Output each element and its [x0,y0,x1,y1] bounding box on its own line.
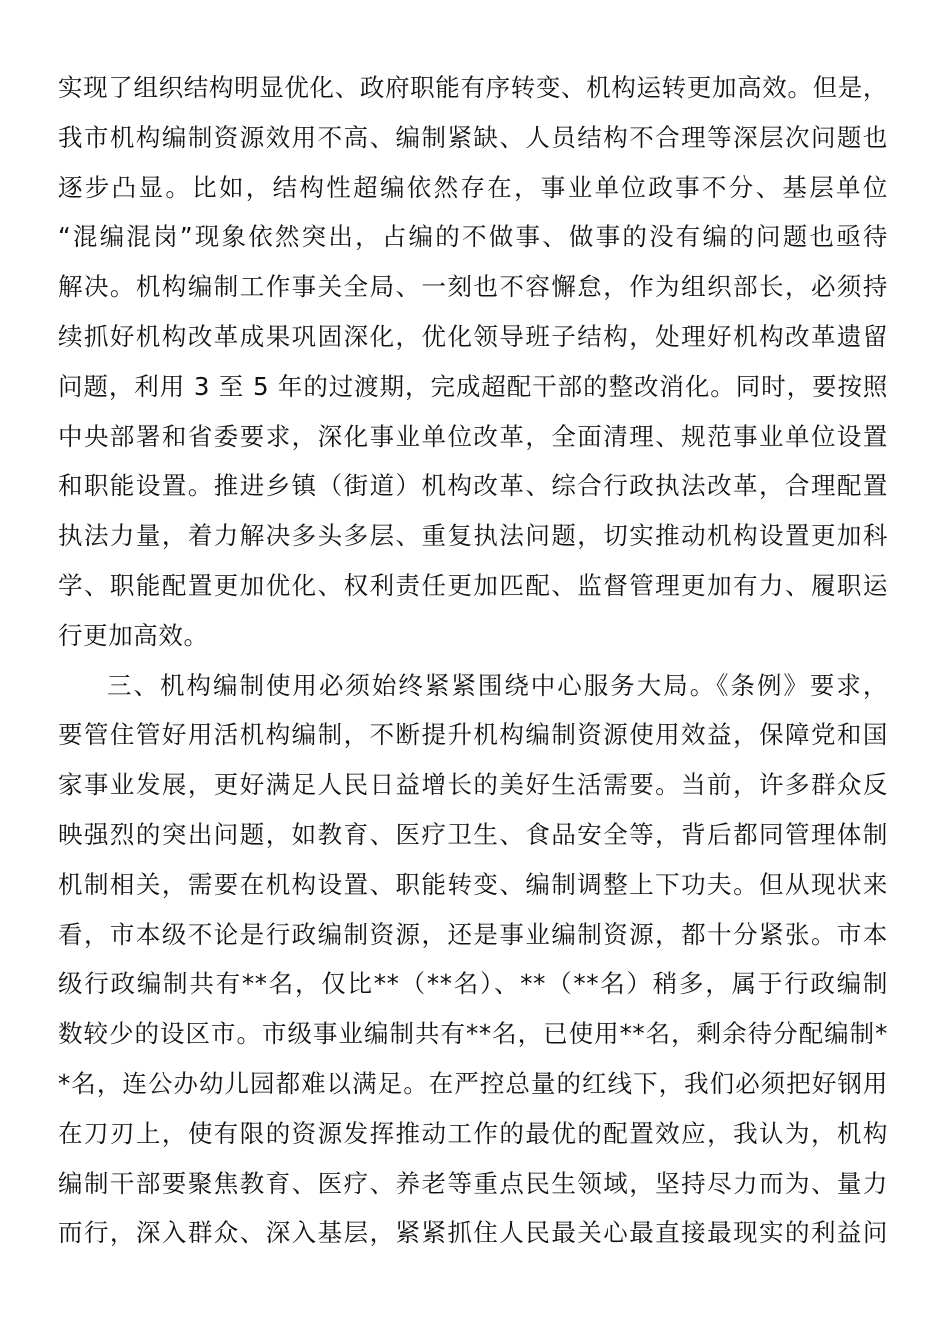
text-line: 我市机构编制资源效用不高、编制紧缺、人员结构不合理等深层次问题也 [58,122,888,152]
section-heading-line: 三、机构编制使用必须始终紧紧围绕中心服务大局。《条例》要求， [107,670,888,700]
text-line: 映强烈的突出问题，如教育、医疗卫生、食品安全等，背后都同管理体制 [58,819,888,849]
text-line: 中央部署和省委要求，深化事业单位改革，全面清理、规范事业单位设置 [58,421,888,451]
text-line: 编制干部要聚焦教育、医疗、养老等重点民生领域，坚持尽力而为、量力 [58,1168,888,1198]
text-line: 逐步凸显。比如，结构性超编依然存在，事业单位政事不分、基层单位 [58,172,888,202]
text-line: 数较少的设区市。市级事业编制共有**名，已使用**名，剩余待分配编制* [58,1019,888,1049]
text-line: 级行政编制共有**名，仅比**（**名）、**（**名）稍多，属于行政编制 [58,969,888,999]
document-page [58,63,888,1258]
text-line: *名，连公办幼儿园都难以满足。在严控总量的红线下，我们必须把好钢用 [58,1068,888,1098]
text-line: 家事业发展，更好满足人民日益增长的美好生活需要。当前，许多群众反 [58,770,888,800]
text-line: 要管住管好用活机构编制，不断提升机构编制资源使用效益，保障党和国 [58,720,888,750]
text-line: 解决。机构编制工作事关全局、一刻也不容懈怠，作为组织部长，必须持 [58,272,888,302]
text-line: 问题，利用 3 至 5 年的过渡期，完成超配干部的整改消化。同时，要按照 [58,371,888,401]
text-line: “混编混岗”现象依然突出，占编的不做事、做事的没有编的问题也亟待 [58,222,888,252]
text-line: 在刀刃上，使有限的资源发挥推动工作的最优的配置效应，我认为，机构 [58,1118,888,1148]
text-line: 执法力量，着力解决多头多层、重复执法问题，切实推动机构设置更加科 [58,521,888,551]
paragraph-end-line: 行更加高效。 [58,620,209,650]
text-line: 实现了组织结构明显优化、政府职能有序转变、机构运转更加高效。但是， [58,73,888,102]
text-line: 续抓好机构改革成果巩固深化，优化领导班子结构，处理好机构改革遗留 [58,321,888,351]
text-line: 看，市本级不论是行政编制资源，还是事业编制资源，都十分紧张。市本 [58,919,888,949]
text-line: 而行，深入群众、深入基层，紧紧抓住人民最关心最直接最现实的利益问 [58,1218,888,1248]
text-line: 机制相关，需要在机构设置、职能转变、编制调整上下功夫。但从现状来 [58,869,888,899]
text-line: 学、职能配置更加优化、权利责任更加匹配、监督管理更加有力、履职运 [58,570,888,600]
text-line: 和职能设置。推进乡镇（街道）机构改革、综合行政执法改革，合理配置 [58,471,888,501]
